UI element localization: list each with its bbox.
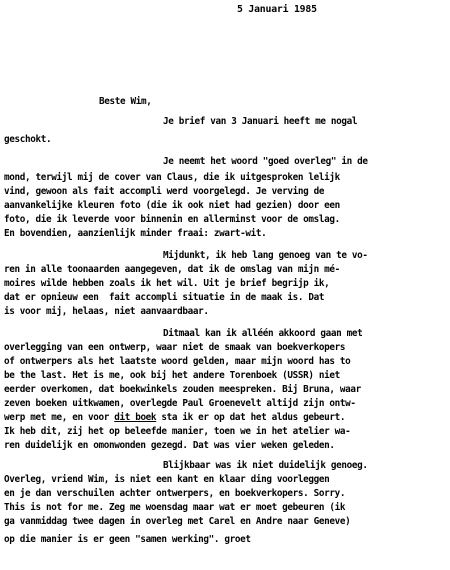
letter-line: This is not for me. Zeg me woensdag maar wat er moet gebeuren (ik: [4, 502, 346, 513]
letter-line: ren duidelijk en omonwonden gezegd. Dat was vier weken geleden.: [4, 440, 335, 451]
letter-line: Je neemt het woord "goed overleg" in de: [163, 156, 368, 167]
letter-line: be the last. Het is me, ook bij het andere Torenboek (USSR) niet: [4, 370, 340, 381]
letter-line: en je dan verschuilen achter ontwerpers, en boekverkopers. Sorry.: [4, 488, 346, 499]
letter-line: Mijdunkt, ik heb lang genoeg van te vo-: [163, 250, 368, 261]
letter-line: overlegging van een ontwerp, waar niet de smaak van boekverkopers: [4, 342, 346, 353]
letter-line: ga vanmiddag twee dagen in overleg met Carel en Andre naar Geneve): [4, 516, 351, 527]
letter-date: 5 Januari 1985: [237, 4, 317, 15]
letter-line: aanvankelijke kleuren foto (die ik ook niet had gezien) door een: [4, 200, 340, 211]
letter-line: En bovendien, aanzienlijk minder fraai: zwart-wit.: [4, 228, 267, 239]
letter-line: geschokt.: [4, 134, 52, 145]
salutation: Beste Wim,: [99, 96, 152, 107]
letter-line: ren in alle toonaarden aangegeven, dat ik de omslag van mijn mé-: [4, 264, 340, 275]
letter-line: op die manier is er geen "samen werking". groet: [4, 534, 251, 545]
letter-line: zeven boeken uitkwamen, overlegde Paul Groenevelt altijd zijn ontw-: [4, 398, 356, 409]
letter-line: is voor mij, helaas, niet aanvaardbaar.: [4, 306, 209, 317]
letter-line: Ditmaal kan ik alléén akkoord gaan met: [163, 328, 363, 339]
letter-line: moires wilde hebben zoals ik het wil. Uit je brief begrijp ik,: [4, 278, 330, 289]
letter-line: of ontwerpers als het laatste woord gelden, maar mijn woord has to: [4, 356, 351, 367]
letter-line: foto, die ik leverde voor binnenin en allerminst voor de omslag.: [4, 214, 340, 225]
letter-line: [4, 412, 345, 423]
letter-line: Je brief van 3 Januari heeft me nogal: [163, 116, 358, 127]
letter-line: vind, gewoon als fait accompli werd voorgelegd. Je verving de: [4, 186, 325, 197]
letter-line: Blijkbaar was ik niet duidelijk genoeg.: [163, 460, 368, 471]
letter-line: Ik heb dit, zij het op beleefde manier, toen we in het atelier wa-: [4, 426, 351, 437]
letter-line: mond, terwijl mij de cover van Claus, die ik uitgesproken lelijk: [4, 172, 340, 183]
letter-line: dat er opnieuw een fait accompli situatie in de maak is. Dat: [4, 292, 325, 303]
letter-line: eerder overkomen, dat boekwinkels zouden meespreken. Bij Bruna, waar: [4, 384, 361, 395]
letter-line: Overleg, vriend Wim, is niet een kant en klaar ding voorleggen: [4, 474, 330, 485]
letter-line-part: sta ik er op dat het aldus gebeurt.: [156, 412, 346, 423]
letter-line-part: werp met me, en voor: [4, 412, 115, 423]
underlined-emphasis: dit boek: [114, 412, 157, 423]
